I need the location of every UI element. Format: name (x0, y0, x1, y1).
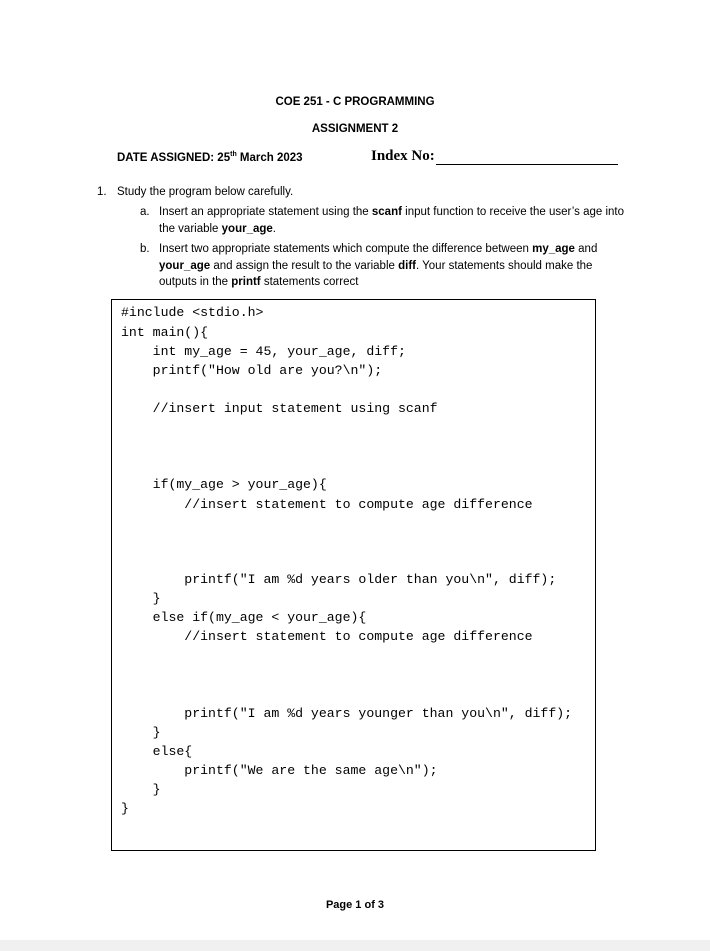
sub-question-b (140, 241, 625, 291)
sub-question-marker: a. (140, 206, 150, 218)
course-title: COE 251 - C PROGRAMMING (275, 96, 435, 108)
date-suffix: March 2023 (236, 151, 303, 164)
text-run: Insert two appropriate statements which compute the difference between (159, 243, 533, 255)
code-line: //insert statement to compute age difference (121, 629, 533, 644)
text-run: input function to receive the user’s age into the variable (159, 206, 624, 235)
code-line: printf("We are the same age\n"); (121, 763, 438, 778)
index-label: Index No: (371, 148, 435, 164)
code-line: //insert input statement using scanf (121, 401, 438, 416)
sub-question-text (159, 241, 625, 291)
date-superscript: th (230, 151, 237, 158)
code-line: } (121, 801, 129, 816)
keyword-diff: diff (398, 259, 416, 272)
sub-question-text (159, 204, 625, 237)
code-line: #include <stdio.h> (121, 305, 264, 320)
code-line: } (121, 782, 161, 797)
question-text: Study the program below carefully. (117, 186, 294, 198)
code-line: printf("I am %d years younger than you\n", diff); (121, 706, 573, 721)
date-prefix: DATE ASSIGNED: 25 (117, 151, 231, 164)
code-line: printf("I am %d years older than you\n", diff); (121, 572, 557, 587)
text-run: . (272, 222, 276, 235)
date-assigned (117, 151, 303, 164)
page-footer: Page 1 of 3 (325, 899, 385, 911)
code-line: } (121, 725, 161, 740)
sub-question-marker: b. (140, 243, 150, 255)
keyword-scanf: scanf (371, 206, 402, 218)
keyword-printf: printf (231, 276, 261, 288)
code-line: printf("How old are you?\n"); (121, 363, 383, 378)
code-line: //insert statement to compute age difference (121, 497, 533, 512)
sub-question-a (140, 204, 625, 237)
text-run: and (574, 243, 598, 255)
assignment-title: ASSIGNMENT 2 (311, 123, 399, 135)
keyword-my-age: my_age (532, 243, 575, 255)
question-number: 1. (97, 186, 107, 198)
code-line: int main(){ (121, 325, 209, 340)
text-run: Insert an appropriate statement using the (159, 206, 372, 218)
keyword-your-age: your_age (159, 259, 211, 272)
code-line: } (121, 591, 161, 606)
keyword-your-age: your_age (221, 222, 273, 235)
code-line: int my_age = 45, your_age, diff; (121, 344, 406, 359)
text-run: statements correct (260, 276, 359, 288)
index-number-field (371, 148, 618, 165)
text-run: . Your statements should make the outputs in the (159, 259, 593, 288)
code-line: else{ (121, 744, 193, 759)
text-run: and assign the result to the variable (210, 259, 399, 272)
index-blank-line (436, 150, 618, 165)
code-line: if(my_age > your_age){ (121, 477, 327, 492)
code-line: else if(my_age < your_age){ (121, 610, 367, 625)
